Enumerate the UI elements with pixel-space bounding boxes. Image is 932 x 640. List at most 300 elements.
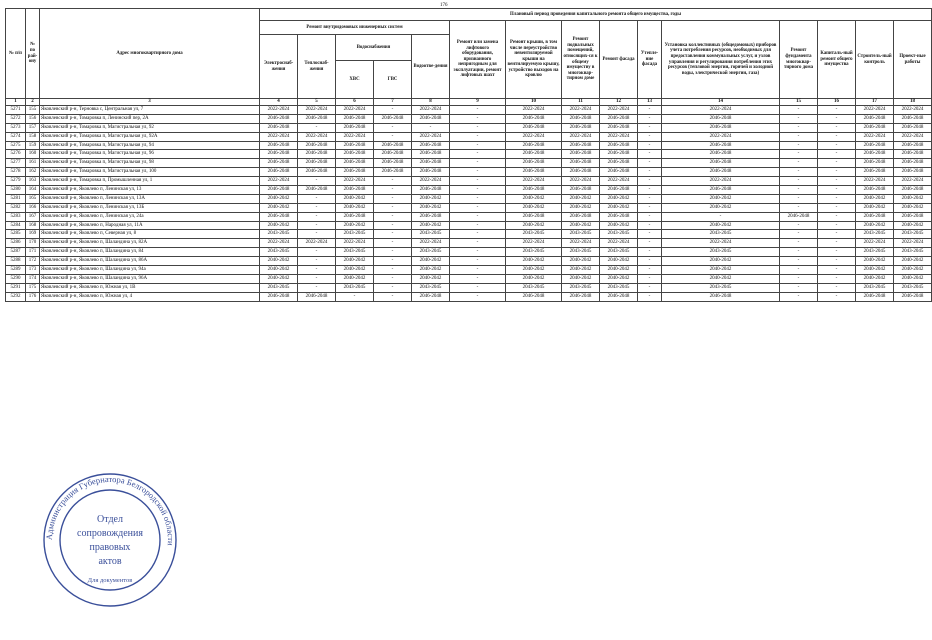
period-cell: - [818,239,856,248]
period-cell: 2046-2048 [562,141,600,150]
period-cell: 2040-2042 [600,266,638,275]
period-cell: 2022-2024 [506,177,562,186]
district-number-cell: 168 [26,221,40,230]
period-cell: - [450,257,506,266]
period-cell: 2046-2048 [506,159,562,168]
row-number-cell: 5274 [6,132,26,141]
period-cell: 2046-2048 [412,150,450,159]
period-cell: 2022-2024 [412,177,450,186]
period-cell: 2046-2048 [856,123,894,132]
period-cell: 2046-2048 [894,150,932,159]
period-cell: 2040-2042 [894,257,932,266]
period-cell: - [374,221,412,230]
period-cell: 2040-2042 [506,194,562,203]
period-cell: 2040-2042 [562,266,600,275]
period-cell: - [818,257,856,266]
period-cell: 2046-2048 [856,114,894,123]
period-cell: - [818,132,856,141]
period-cell: 2040-2042 [856,194,894,203]
column-number: 7 [374,99,412,106]
header-project: Проект-ные работы [894,21,932,99]
district-number-cell: 166 [26,203,40,212]
period-cell: 2046-2048 [894,114,932,123]
district-number-cell: 174 [26,274,40,283]
period-cell: - [780,114,818,123]
period-cell: 2046-2048 [894,141,932,150]
period-cell: 2040-2042 [856,266,894,275]
page-number: 176 [440,3,448,8]
period-cell: - [412,123,450,132]
column-number: 15 [780,99,818,106]
period-cell: - [374,203,412,212]
period-cell: 2046-2048 [600,292,638,301]
table-row [6,132,932,141]
period-cell: 2040-2042 [600,203,638,212]
period-cell: 2022-2024 [894,177,932,186]
period-cell: 2040-2042 [894,266,932,275]
period-cell: 2040-2042 [336,257,374,266]
period-cell: - [818,230,856,239]
header-meters: Установка коллективных (общедомовых) приборов учета потребления ресурсов, необходимых для предоставления коммунальных услуг, и узлов управления и регулирования потребления этих ресурсов (тепловой энергии, горячей и холодной воды, электрической энергии, газа) [662,21,780,99]
row-number-cell: 5276 [6,150,26,159]
period-cell: - [818,203,856,212]
period-cell: 2043-2045 [662,230,780,239]
period-cell: 2046-2048 [374,150,412,159]
repair-schedule-table [5,8,932,302]
period-cell: 2022-2024 [260,106,298,115]
row-number-cell: 5282 [6,203,26,212]
period-cell: - [780,132,818,141]
table-row [6,159,932,168]
period-cell: - [374,194,412,203]
table-row [6,248,932,257]
period-cell: 2022-2024 [260,177,298,186]
period-cell: 2046-2048 [412,168,450,177]
period-cell: - [374,283,412,292]
header-water: Водоснабжения [336,35,412,61]
header-planned-period: Плановый период проведения капитального ремонта общего имущества, годы [260,9,932,21]
period-cell: 2046-2048 [298,114,336,123]
period-cell: 2040-2042 [336,266,374,275]
stamp-line-1: Отдел [97,514,123,525]
table-row [6,212,932,221]
period-cell: - [374,257,412,266]
district-number-cell: 158 [26,132,40,141]
period-cell: - [374,248,412,257]
district-number-cell: 164 [26,186,40,195]
period-cell: - [638,159,662,168]
table-row [6,150,932,159]
period-cell: - [638,292,662,301]
period-cell: - [780,106,818,115]
period-cell: - [450,221,506,230]
period-cell: - [818,123,856,132]
period-cell: - [780,159,818,168]
period-cell: 2046-2048 [600,123,638,132]
address-cell: Яковлевский р-н, Яковлево п, Ленинская ул, 13 [40,186,260,195]
column-number: 11 [562,99,600,106]
period-cell: 2046-2048 [562,186,600,195]
period-cell: 2046-2048 [506,141,562,150]
period-cell: - [638,177,662,186]
address-cell: Яковлевский р-н, Яковлево п, Ленинская ул, 13Б [40,203,260,212]
period-cell: - [818,194,856,203]
period-cell: - [780,292,818,301]
period-cell: 2040-2042 [260,221,298,230]
stamp-line-3: правовых [89,542,131,553]
period-cell: - [298,257,336,266]
period-cell: 2022-2024 [412,106,450,115]
period-cell: 2046-2048 [412,114,450,123]
period-cell: 2040-2042 [662,194,780,203]
period-cell: 2022-2024 [412,239,450,248]
period-cell: - [450,106,506,115]
period-cell: 2022-2024 [894,132,932,141]
district-number-cell: 167 [26,212,40,221]
period-cell: 2046-2048 [662,186,780,195]
period-cell: 2022-2024 [600,177,638,186]
period-cell: 2046-2048 [856,168,894,177]
period-cell: 2046-2048 [298,141,336,150]
header-construction-control: Строитель-ный контроль [856,21,894,99]
table-row [6,203,932,212]
stamp-outer-text: Администрация Губернатора Белгородской области [43,473,177,546]
period-cell: - [298,230,336,239]
period-cell: 2046-2048 [412,292,450,301]
period-cell: - [298,274,336,283]
period-cell: 2040-2042 [662,274,780,283]
period-cell: 2043-2045 [856,283,894,292]
period-cell: - [780,230,818,239]
period-cell: 2040-2042 [600,257,638,266]
period-cell: - [780,257,818,266]
row-number-cell: 5283 [6,212,26,221]
period-cell: - [374,177,412,186]
district-number-cell: 169 [26,230,40,239]
period-cell: - [298,194,336,203]
period-cell: 2040-2042 [856,221,894,230]
period-cell: - [450,168,506,177]
period-cell: 2046-2048 [894,168,932,177]
period-cell: 2046-2048 [336,114,374,123]
period-cell: - [780,150,818,159]
period-cell: 2022-2024 [662,106,780,115]
period-cell: - [780,239,818,248]
period-cell: - [638,114,662,123]
period-cell: 2040-2042 [662,257,780,266]
period-cell: 2022-2024 [856,106,894,115]
district-number-cell: 161 [26,159,40,168]
period-cell: - [298,212,336,221]
period-cell: 2043-2045 [562,248,600,257]
period-cell: 2046-2048 [506,292,562,301]
period-cell: 2046-2048 [662,168,780,177]
period-cell: 2046-2048 [856,212,894,221]
period-cell: - [450,123,506,132]
period-cell: 2046-2048 [856,292,894,301]
period-cell: - [818,159,856,168]
period-cell: 2046-2048 [260,186,298,195]
period-cell: 2040-2042 [562,194,600,203]
period-cell: - [780,221,818,230]
period-cell: 2046-2048 [600,212,638,221]
period-cell: - [638,230,662,239]
period-cell: - [662,212,780,221]
period-cell: 2022-2024 [298,106,336,115]
period-cell: - [818,292,856,301]
period-cell: - [374,106,412,115]
row-number-cell: 5285 [6,230,26,239]
period-cell: - [374,212,412,221]
column-number: 13 [638,99,662,106]
period-cell: 2046-2048 [506,150,562,159]
row-number-cell: 5287 [6,248,26,257]
row-number-cell: 5288 [6,257,26,266]
header-cold-water: ХВС [336,61,374,99]
period-cell: - [298,283,336,292]
period-cell: - [450,132,506,141]
period-cell: 2040-2042 [506,203,562,212]
district-number-cell: 159 [26,141,40,150]
period-cell: 2022-2024 [562,106,600,115]
district-number-cell: 172 [26,257,40,266]
period-cell: - [638,212,662,221]
period-cell: 2043-2045 [600,230,638,239]
row-number-cell: 5278 [6,168,26,177]
row-number-cell: 5279 [6,177,26,186]
period-cell: - [374,132,412,141]
period-cell: 2043-2045 [856,248,894,257]
period-cell: - [374,230,412,239]
period-cell: 2046-2048 [374,141,412,150]
column-number: 18 [894,99,932,106]
address-cell: Яковлевский р-н, Яковлево п, Южная ул, 1В [40,283,260,292]
period-cell: 2046-2048 [894,212,932,221]
period-cell: 2043-2045 [506,230,562,239]
header-roof: Ремонт крыши, в том числе переустройство невентилируемой крыши на вентилируемую крышу, устройство выходов на кровлю [506,21,562,99]
period-cell: 2043-2045 [336,230,374,239]
period-cell: 2046-2048 [506,123,562,132]
period-cell: 2046-2048 [894,159,932,168]
period-cell: 2043-2045 [856,230,894,239]
table-row [6,292,932,301]
row-number-cell: 5292 [6,292,26,301]
period-cell: 2022-2024 [662,239,780,248]
header-internal-systems: Ремонт внутридомовых инженерных систем [260,21,450,35]
period-cell: - [780,186,818,195]
row-number-cell: 5291 [6,283,26,292]
period-cell: 2022-2024 [894,106,932,115]
district-number-cell: 155 [26,106,40,115]
table-row [6,230,932,239]
period-cell: 2046-2048 [856,159,894,168]
header-elevator: Ремонт или замена лифтового оборудования, признанного непригодным для эксплуатации, ремонт лифтовых шахт [450,21,506,99]
period-cell: - [780,248,818,257]
period-cell: - [780,168,818,177]
period-cell: 2046-2048 [298,150,336,159]
address-cell: Яковлевский р-н, Томаровка п, Ленинский пер, 2А [40,114,260,123]
stamp-bottom-text: Для документов [87,577,133,584]
period-cell: 2022-2024 [298,132,336,141]
period-cell: 2022-2024 [506,132,562,141]
header-basement: Ремонт подвальных помещений, относящих-ся к общему имуществу в многоквар-тирном доме [562,21,600,99]
period-cell: 2046-2048 [600,150,638,159]
period-cell: 2046-2048 [260,212,298,221]
official-stamp [40,470,180,610]
period-cell: 2040-2042 [336,194,374,203]
period-cell: - [450,159,506,168]
period-cell: - [818,283,856,292]
period-cell: 2022-2024 [336,239,374,248]
period-cell: 2040-2042 [412,274,450,283]
period-cell: 2022-2024 [562,239,600,248]
period-cell: 2043-2045 [336,283,374,292]
period-cell: 2046-2048 [600,159,638,168]
address-cell: Яковлевский р-н, Яковлево п, Северная ул, 8 [40,230,260,239]
period-cell: - [818,248,856,257]
period-cell: 2040-2042 [336,203,374,212]
table-row [6,239,932,248]
period-cell: 2043-2045 [412,248,450,257]
column-number: 1 [6,99,26,106]
stamp-line-4: актов [98,556,122,567]
table-body [6,106,932,302]
header-address: Адрес многоквартирного дома [40,9,260,99]
period-cell: - [638,239,662,248]
table-row [6,274,932,283]
row-number-cell: 5290 [6,274,26,283]
period-cell: 2040-2042 [856,203,894,212]
period-cell: - [638,283,662,292]
period-cell: 2046-2048 [336,168,374,177]
period-cell: - [374,292,412,301]
column-number: 6 [336,99,374,106]
table-row [6,123,932,132]
district-number-cell: 176 [26,292,40,301]
period-cell: - [780,194,818,203]
period-cell: - [450,177,506,186]
column-number: 16 [818,99,856,106]
period-cell: - [298,123,336,132]
period-cell: 2022-2024 [562,177,600,186]
period-cell: - [818,274,856,283]
period-cell: 2046-2048 [298,168,336,177]
period-cell: 2046-2048 [336,186,374,195]
period-cell: 2022-2024 [336,177,374,186]
period-cell: 2046-2048 [374,159,412,168]
period-cell: 2046-2048 [260,168,298,177]
address-cell: Яковлевский р-н, Томаровка п, Магистральная ул, 92 [40,123,260,132]
period-cell: 2046-2048 [856,150,894,159]
address-cell: Яковлевский р-н, Томаровка п, Магистральная ул, 98 [40,159,260,168]
period-cell: - [638,266,662,275]
period-cell: - [818,141,856,150]
period-cell: 2046-2048 [298,292,336,301]
district-number-cell: 165 [26,194,40,203]
address-cell: Яковлевский р-н, Яковлево п, Шаландина ул, 86А [40,257,260,266]
period-cell: 2040-2042 [336,274,374,283]
period-cell: 2022-2024 [260,132,298,141]
period-cell: 2043-2045 [412,283,450,292]
row-number-cell: 5273 [6,123,26,132]
period-cell: 2022-2024 [600,132,638,141]
table-row [6,186,932,195]
header-heat: Теплоснаб-жения [298,35,336,99]
period-cell: 2046-2048 [562,168,600,177]
column-number: 3 [40,99,260,106]
table-row [6,257,932,266]
period-cell: 2046-2048 [412,212,450,221]
period-cell: - [638,274,662,283]
period-cell: 2043-2045 [506,283,562,292]
address-cell: Яковлевский р-н, Томаровка п, Магистральная ул, 94 [40,141,260,150]
address-cell: Яковлевский р-н, Томаровка п, Магистральная ул, 92А [40,132,260,141]
period-cell: 2040-2042 [894,274,932,283]
period-cell: - [638,257,662,266]
header-hot-water: ГВС [374,61,412,99]
column-number: 4 [260,99,298,106]
period-cell: 2046-2048 [662,141,780,150]
period-cell: 2043-2045 [260,283,298,292]
period-cell: 2040-2042 [662,221,780,230]
district-number-cell: 171 [26,248,40,257]
period-cell: 2046-2048 [260,141,298,150]
period-cell: 2046-2048 [562,123,600,132]
period-cell: 2022-2024 [506,239,562,248]
period-cell: 2040-2042 [260,203,298,212]
period-cell: 2046-2048 [780,212,818,221]
period-cell: 2046-2048 [662,150,780,159]
address-cell: Яковлевский р-н, Томаровка п, Магистральная ул, 100 [40,168,260,177]
period-cell: 2046-2048 [298,186,336,195]
period-cell: - [450,194,506,203]
period-cell: 2040-2042 [856,274,894,283]
period-cell: 2040-2042 [562,274,600,283]
period-cell: 2046-2048 [374,168,412,177]
period-cell: 2046-2048 [336,123,374,132]
period-cell: - [638,221,662,230]
period-cell: - [638,186,662,195]
period-cell: 2040-2042 [856,257,894,266]
row-number-cell: 5272 [6,114,26,123]
period-cell: 2046-2048 [600,114,638,123]
period-cell: 2046-2048 [600,186,638,195]
period-cell: - [780,274,818,283]
period-cell: 2040-2042 [260,274,298,283]
district-number-cell: 156 [26,114,40,123]
period-cell: - [374,239,412,248]
table-row [6,114,932,123]
period-cell: - [450,283,506,292]
period-cell: - [818,212,856,221]
period-cell: - [638,141,662,150]
period-cell: 2022-2024 [662,177,780,186]
period-cell: 2046-2048 [562,159,600,168]
period-cell: 2040-2042 [506,221,562,230]
district-number-cell: 163 [26,177,40,186]
address-cell: Яковлевский р-н, Терновка с, Центральная ул, 7 [40,106,260,115]
period-cell: - [298,203,336,212]
period-cell: - [638,123,662,132]
period-cell: 2046-2048 [600,168,638,177]
header-district-num: № по рай-ону [26,9,40,99]
address-cell: Яковлевский р-н, Яковлево п, Шаландина ул, 84 [40,248,260,257]
period-cell: 2040-2042 [412,203,450,212]
header-insulation: Утепле-ние фасада [638,21,662,99]
period-cell: 2040-2042 [506,266,562,275]
period-cell: 2046-2048 [506,186,562,195]
period-cell: 2043-2045 [260,248,298,257]
